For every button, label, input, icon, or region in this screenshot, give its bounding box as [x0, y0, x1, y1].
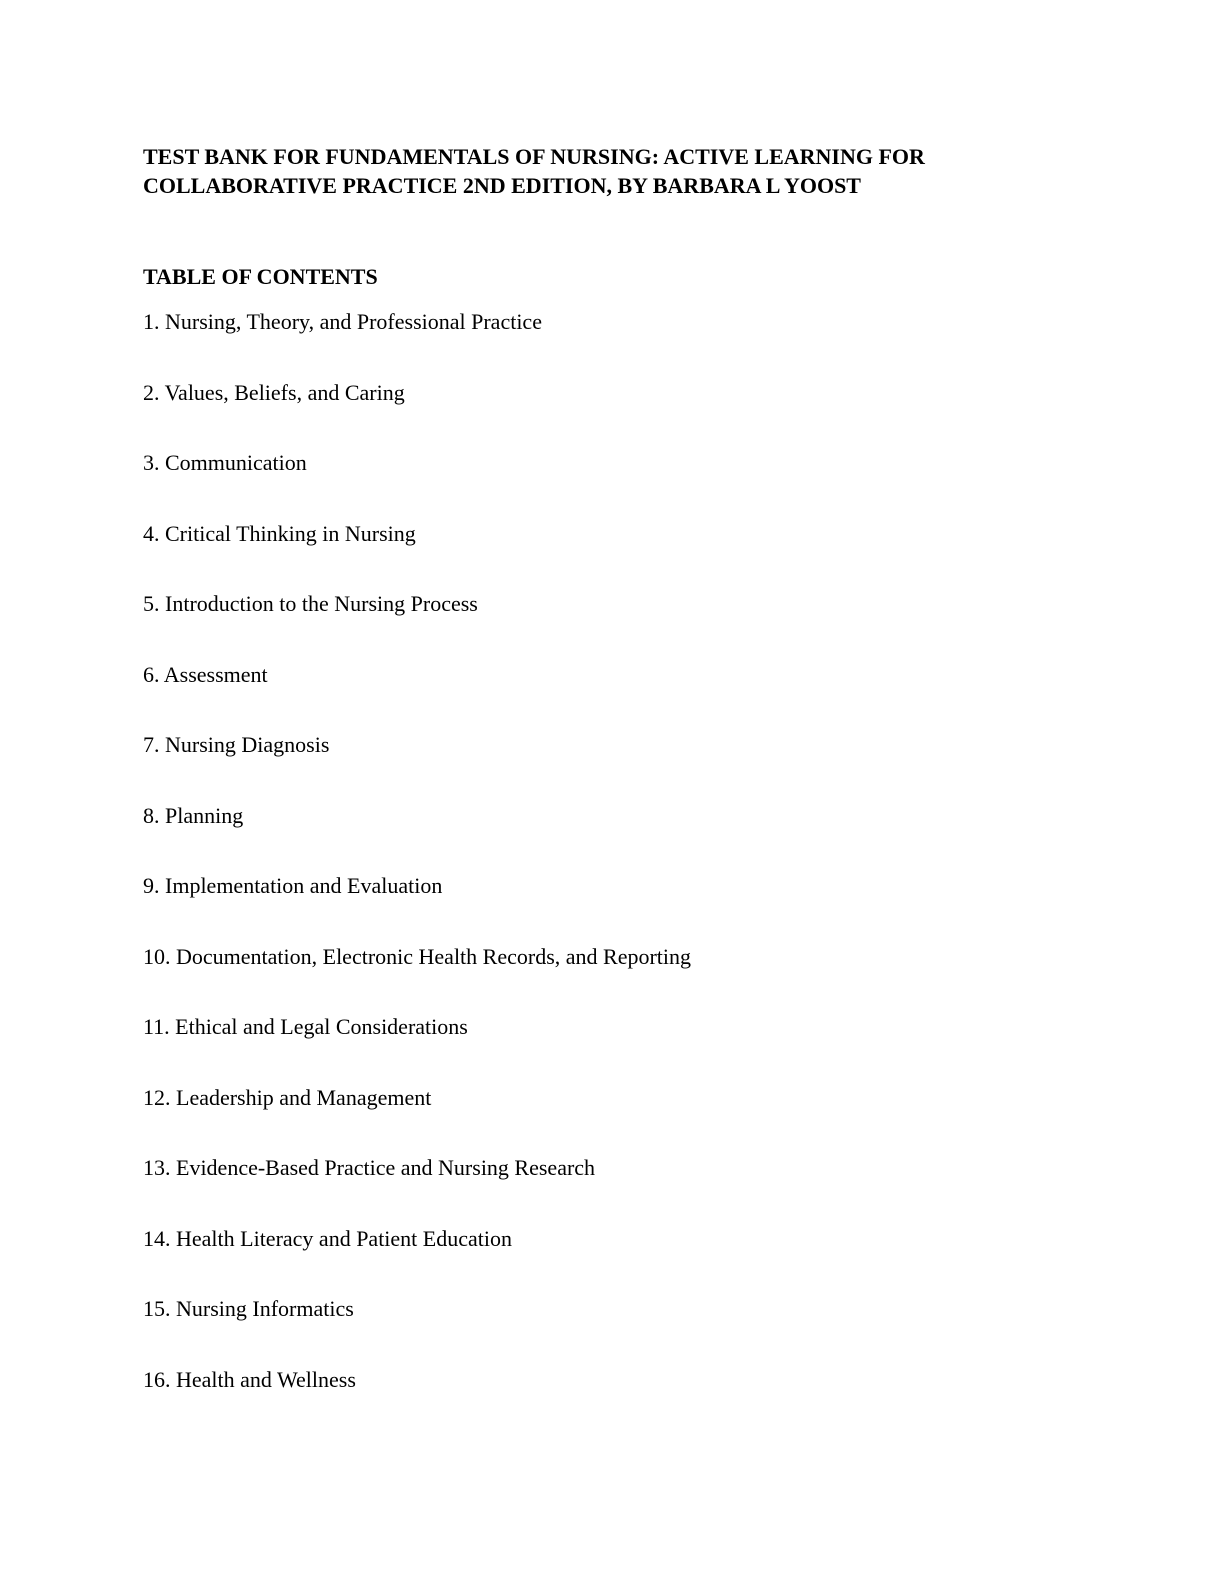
toc-item-14: 14. Health Literacy and Patient Education — [143, 1225, 512, 1251]
toc-item-7: 7. Nursing Diagnosis — [143, 732, 330, 757]
table-of-contents-heading: TABLE OF CONTENTS — [143, 264, 378, 289]
toc-item-8: 8. Planning — [143, 802, 244, 828]
document-title-line-2: COLLABORATIVE PRACTICE 2ND EDITION, BY BARBARA L YOOST — [143, 173, 861, 198]
toc-item-12: 12. Leadership and Management — [143, 1084, 432, 1110]
toc-item-2: 2. Values, Beliefs, and Caring — [143, 379, 405, 405]
document-title-line-1: TEST BANK FOR FUNDAMENTALS OF NURSING: ACTIVE LEARNING FOR — [143, 144, 925, 169]
toc-item-13: 13. Evidence-Based Practice and Nursing Research — [143, 1155, 596, 1180]
toc-item-11: 11. Ethical and Legal Considerations — [143, 1014, 468, 1039]
toc-item-15: 15. Nursing Informatics — [143, 1296, 354, 1321]
toc-item-9: 9. Implementation and Evaluation — [143, 873, 443, 898]
toc-item-16: 16. Health and Wellness — [143, 1366, 356, 1392]
toc-item-5: 5. Introduction to the Nursing Process — [143, 591, 478, 616]
table-of-contents-list — [143, 307, 691, 1435]
toc-item-6: 6. Assessment — [143, 661, 268, 687]
toc-item-10: 10. Documentation, Electronic Health Records, and Reporting — [143, 943, 692, 969]
document-title — [143, 142, 1043, 200]
toc-item-4: 4. Critical Thinking in Nursing — [143, 520, 416, 546]
toc-item-1: 1. Nursing, Theory, and Professional Practice — [143, 309, 542, 334]
toc-item-3: 3. Communication — [143, 450, 307, 475]
